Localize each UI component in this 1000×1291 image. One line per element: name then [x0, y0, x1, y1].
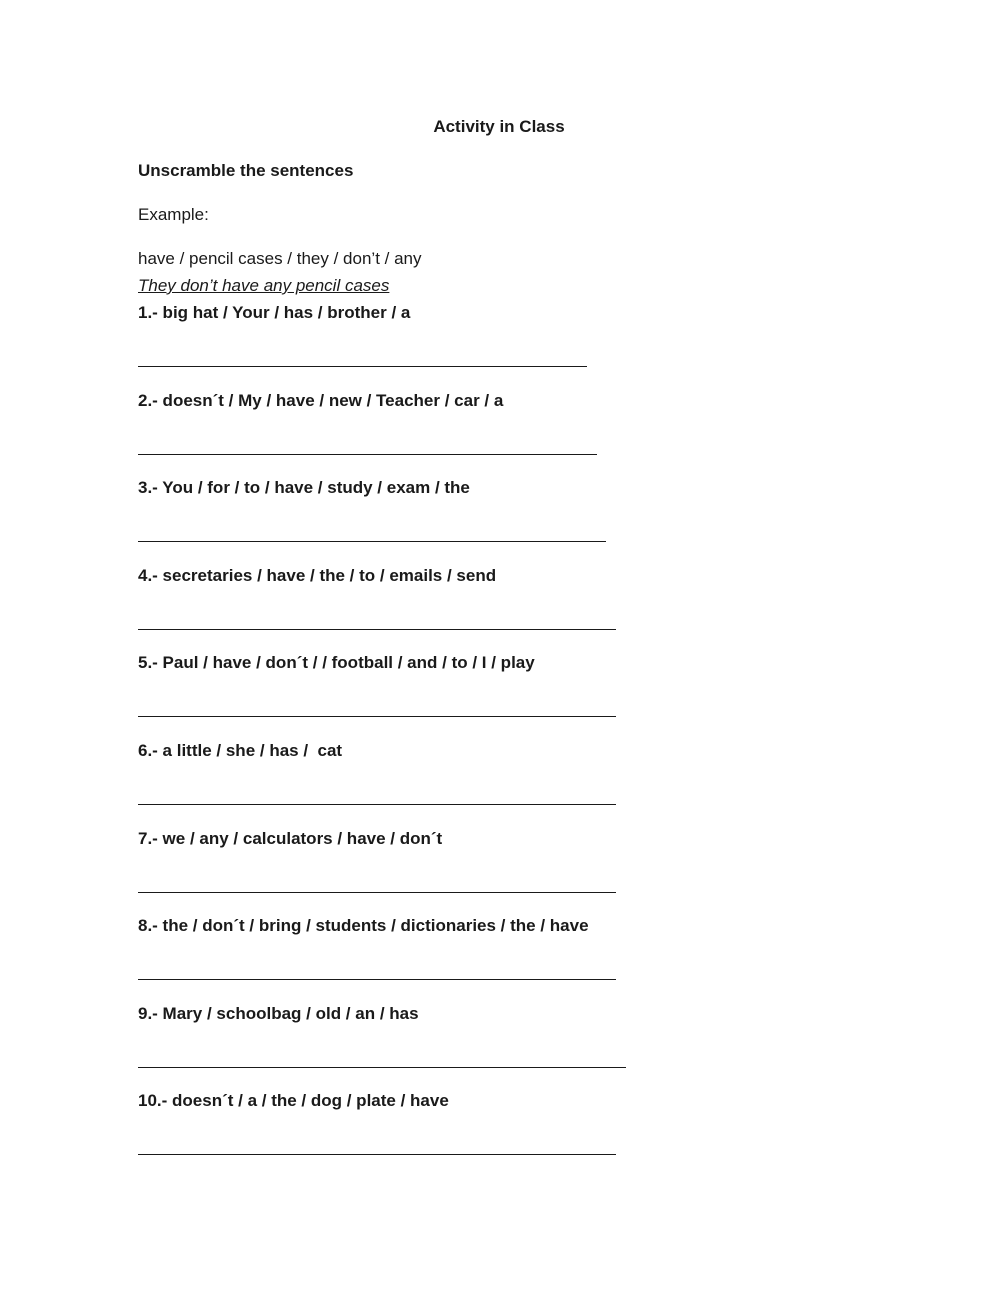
exercise-prompt: 9.- Mary / schoolbag / old / an / has	[138, 1003, 419, 1023]
exercise-item	[138, 829, 658, 917]
exercise-prompt: 6.- a little / she / has / cat	[138, 740, 343, 760]
exercise-item	[138, 566, 658, 654]
exercise-prompt: 3.- You / for / to / have / study / exam / the	[138, 478, 470, 498]
answer-line[interactable]	[138, 1067, 626, 1068]
answer-line[interactable]	[138, 979, 616, 980]
answer-line[interactable]	[138, 454, 597, 455]
exercise-prompt: 2.- doesn´t / My / have / new / Teacher / car / a	[138, 390, 504, 410]
answer-line[interactable]	[138, 1154, 616, 1155]
page-title: Activity in Class	[433, 117, 565, 136]
exercise-item	[138, 1091, 658, 1179]
exercise-item	[138, 741, 658, 829]
answer-line[interactable]	[138, 366, 587, 367]
exercise-item	[138, 391, 658, 479]
answer-line[interactable]	[138, 541, 606, 542]
exercise-item	[138, 1004, 658, 1092]
instructions-heading: Unscramble the sentences	[138, 161, 354, 180]
example-scrambled-words: have / pencil cases / they / don’t / any	[138, 249, 422, 268]
exercise-prompt: 7.- we / any / calculators / have / don´t	[138, 828, 443, 848]
answer-line[interactable]	[138, 629, 616, 630]
exercise-prompt: 4.- secretaries / have / the / to / emails / send	[138, 565, 497, 585]
exercise-item	[138, 303, 658, 391]
answer-line[interactable]	[138, 892, 616, 893]
exercise-item	[138, 478, 658, 566]
example-label: Example:	[138, 205, 209, 224]
exercise-prompt: 1.- big hat / Your / has / brother / a	[138, 303, 411, 322]
exercise-item	[138, 653, 658, 741]
exercise-prompt: 10.- doesn´t / a / the / dog / plate / have	[138, 1091, 449, 1111]
exercise-item	[138, 916, 658, 1004]
exercise-prompt: 5.- Paul / have / don´t / / football / and / to / I / play	[138, 653, 535, 673]
exercise-list	[138, 303, 658, 1179]
example-answer: They don’t have any pencil cases	[138, 276, 390, 295]
answer-line[interactable]	[138, 716, 616, 717]
answer-line[interactable]	[138, 804, 616, 805]
exercise-prompt: 8.- the / don´t / bring / students / dictionaries / the / have	[138, 916, 589, 936]
